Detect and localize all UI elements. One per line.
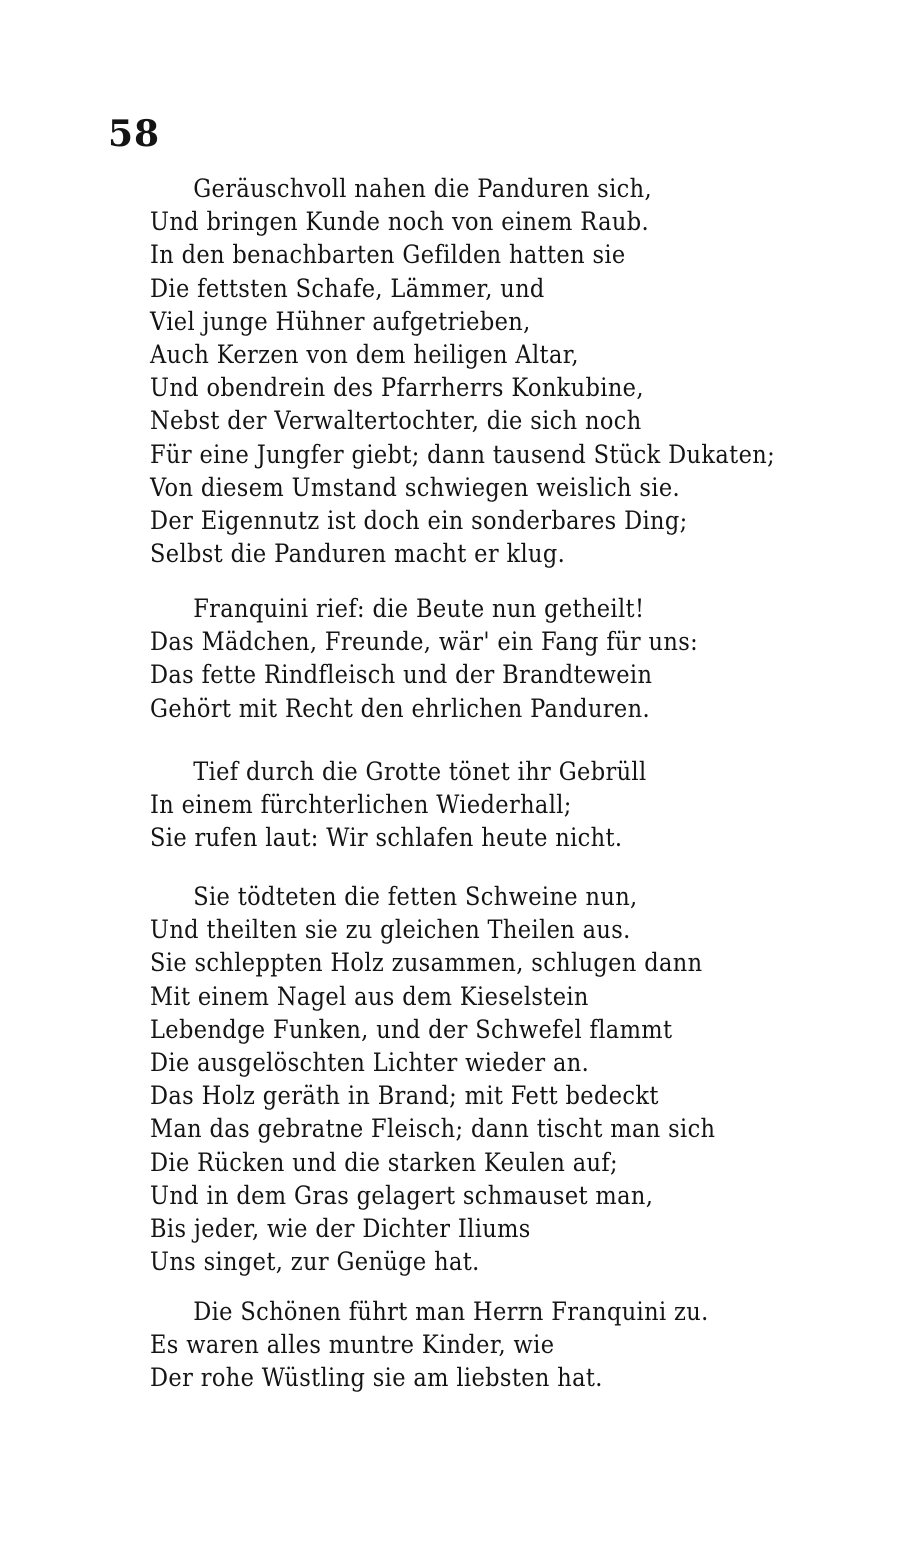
verse-line: Mit einem Nagel aus dem Kieselstein: [150, 981, 589, 1011]
stanza-4: [150, 880, 780, 1278]
verse-line: Die Schönen führt man Herrn Franquini zu.: [193, 1297, 709, 1326]
verse-line: Der Eigennutz ist doch ein sonderbares Ding;: [150, 506, 688, 536]
verse-line: Viel junge Hühner aufgetrieben,: [150, 306, 531, 336]
verse-line: Von diesem Umstand schwiegen weislich sie.: [150, 472, 681, 502]
stanza-2: [150, 592, 780, 725]
verse-line: Sie rufen laut: Wir schlafen heute nicht.: [150, 823, 623, 853]
verse-line: Nebst der Verwaltertochter, die sich noch: [150, 406, 642, 436]
verse-line: Das Mädchen, Freunde, wär' ein Fang für uns:: [150, 627, 699, 657]
verse-line: In den benachbarten Gefilden hatten sie: [150, 240, 626, 270]
verse-line: Die fettsten Schafe, Lämmer, und: [150, 273, 545, 303]
verse-line: Bis jeder, wie der Dichter Iliums: [150, 1214, 531, 1244]
verse-line: Die ausgelöschten Lichter wieder an.: [150, 1048, 590, 1078]
verse-line: Für eine Jungfer giebt; dann tausend Stück Dukaten;: [150, 439, 776, 469]
verse-line: Uns singet, zur Genüge hat.: [150, 1247, 480, 1277]
verse-line: Lebendge Funken, und der Schwefel flammt: [150, 1014, 673, 1044]
verse-line: Tief durch die Grotte tönet ihr Gebrüll: [193, 757, 647, 786]
stanza-1: [150, 172, 780, 570]
verse-line: Franquini rief: die Beute nun getheilt!: [193, 594, 645, 623]
verse-line: Das Holz geräth in Brand; mit Fett bedeckt: [150, 1081, 659, 1111]
verse-line: Sie tödteten die fetten Schweine nun,: [193, 882, 638, 911]
verse-line: Geräuschvoll nahen die Panduren sich,: [193, 174, 652, 203]
verse-line: Auch Kerzen von dem heiligen Altar,: [150, 340, 579, 370]
verse-line: Das fette Rindfleisch und der Brandtewein: [150, 660, 653, 690]
verse-line: Der rohe Wüstling sie am liebsten hat.: [150, 1363, 603, 1393]
verse-line: Sie schleppten Holz zusammen, schlugen dann: [150, 948, 703, 978]
verse-line: In einem fürchterlichen Wiederhall;: [150, 790, 572, 820]
verse-line: Und theilten sie zu gleichen Theilen aus.: [150, 915, 631, 945]
verse-line: Und bringen Kunde noch von einem Raub.: [150, 207, 649, 237]
verse-line: Und in dem Gras gelagert schmauset man,: [150, 1180, 654, 1210]
verse-line: Man das gebratne Fleisch; dann tischt man sich: [150, 1114, 716, 1144]
stanza-5: [150, 1295, 780, 1395]
verse-line: Es waren alles muntre Kinder, wie: [150, 1330, 555, 1360]
verse-line: Gehört mit Recht den ehrlichen Panduren.: [150, 693, 650, 723]
verse-line: Selbst die Panduren macht er klug.: [150, 539, 566, 569]
page-number: 58: [108, 113, 161, 155]
verse-line: Die Rücken und die starken Keulen auf;: [150, 1147, 618, 1177]
stanza-3: [150, 755, 780, 855]
verse-line: Und obendrein des Pfarrherrs Konkubine,: [150, 373, 644, 403]
